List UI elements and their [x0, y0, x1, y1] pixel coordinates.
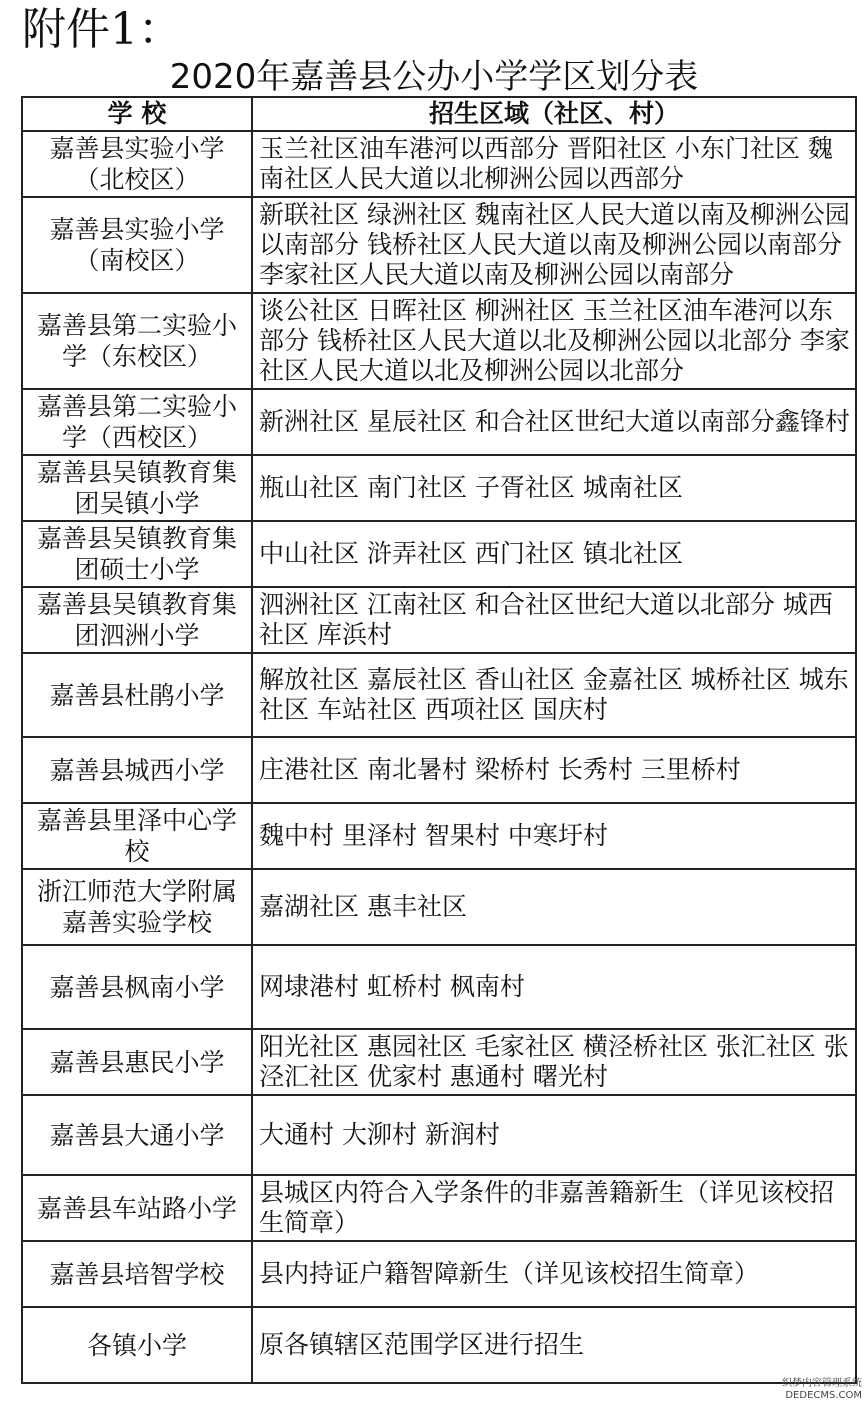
school-cell: 嘉善县吴镇教育集团吴镇小学: [22, 455, 252, 521]
table-row: [22, 293, 856, 389]
region-cell: 魏中村 里泽村 智果村 中寒圩村: [252, 803, 856, 869]
region-cell: 庄港社区 南北暑村 梁桥村 长秀村 三里桥村: [252, 737, 856, 803]
region-cell: 谈公社区 日晖社区 柳洲社区 玉兰社区油车港河以东部分 钱桥社区人民大道以北及柳洲公园以北部分 李家社区人民大道以北及柳洲公园以北部分: [252, 293, 856, 389]
region-cell: 解放社区 嘉辰社区 香山社区 金嘉社区 城桥社区 城东社区 车站社区 西项社区 国庆村: [252, 653, 856, 737]
table-row: [22, 389, 856, 455]
region-cell: 大通村 大泖村 新润村: [252, 1095, 856, 1175]
school-cell: 嘉善县实验小学（南校区）: [22, 197, 252, 293]
school-cell: 浙江师范大学附属嘉善实验学校: [22, 869, 252, 945]
table-row: [22, 455, 856, 521]
school-cell: 嘉善县第二实验小学（东校区）: [22, 293, 252, 389]
watermark-line2: DEDECMS.COM: [785, 1390, 862, 1401]
school-cell: 嘉善县惠民小学: [22, 1029, 252, 1095]
header-region: 招生区域（社区、村）: [252, 97, 856, 131]
school-cell: 嘉善县枫南小学: [22, 945, 252, 1029]
region-cell: 玉兰社区油车港河以西部分 晋阳社区 小东门社区 魏南社区人民大道以北柳洲公园以西部分: [252, 131, 856, 197]
table-row: [22, 521, 856, 587]
region-cell: 嘉湖社区 惠丰社区: [252, 869, 856, 945]
table-row: [22, 1307, 856, 1383]
table-row: [22, 1095, 856, 1175]
watermark-line1: 织梦内容管理系统: [782, 1378, 862, 1389]
table-row: [22, 653, 856, 737]
school-cell: 嘉善县培智学校: [22, 1241, 252, 1307]
watermark: [782, 1378, 862, 1402]
region-cell: 新联社区 绿洲社区 魏南社区人民大道以南及柳洲公园以南部分 钱桥社区人民大道以南及柳洲公园以南部分 李家社区人民大道以南及柳洲公园以南部分: [252, 197, 856, 293]
table-row: [22, 1029, 856, 1095]
table-row: [22, 945, 856, 1029]
district-table: [21, 96, 857, 1384]
header-school: 学 校: [22, 97, 252, 131]
region-cell: 中山社区 浒弄社区 西门社区 镇北社区: [252, 521, 856, 587]
school-cell: 嘉善县里泽中心学校: [22, 803, 252, 869]
school-cell: 嘉善县大通小学: [22, 1095, 252, 1175]
school-cell: 嘉善县第二实验小学（西校区）: [22, 389, 252, 455]
table-row: [22, 1241, 856, 1307]
table-row: [22, 587, 856, 653]
table-row: [22, 197, 856, 293]
school-cell: 嘉善县城西小学: [22, 737, 252, 803]
table-row: [22, 869, 856, 945]
region-cell: 阳光社区 惠园社区 毛家社区 横泾桥社区 张汇社区 张泾汇社区 优家村 惠通村 曙光村: [252, 1029, 856, 1095]
table-row: [22, 1175, 856, 1241]
school-cell: 嘉善县车站路小学: [22, 1175, 252, 1241]
region-cell: 新洲社区 星辰社区 和合社区世纪大道以南部分鑫锋村: [252, 389, 856, 455]
school-cell: 嘉善县吴镇教育集团硕士小学: [22, 521, 252, 587]
region-cell: 网埭港村 虹桥村 枫南村: [252, 945, 856, 1029]
region-cell: 县城区内符合入学条件的非嘉善籍新生（详见该校招生简章）: [252, 1175, 856, 1241]
page-title: 2020年嘉善县公办小学学区划分表: [169, 57, 699, 97]
table-row: [22, 131, 856, 197]
region-cell: 县内持证户籍智障新生（详见该校招生简章）: [252, 1241, 856, 1307]
attachment-label: 附件1：: [22, 4, 182, 55]
header-row: [22, 97, 856, 131]
region-cell: 泗洲社区 江南社区 和合社区世纪大道以北部分 城西社区 库浜村: [252, 587, 856, 653]
school-cell: 嘉善县吴镇教育集团泗洲小学: [22, 587, 252, 653]
region-cell: 瓶山社区 南门社区 子胥社区 城南社区: [252, 455, 856, 521]
table-row: [22, 737, 856, 803]
school-cell: 嘉善县杜鹃小学: [22, 653, 252, 737]
table-row: [22, 803, 856, 869]
school-cell: 嘉善县实验小学（北校区）: [22, 131, 252, 197]
school-cell: 各镇小学: [22, 1307, 252, 1383]
region-cell: 原各镇辖区范围学区进行招生: [252, 1307, 856, 1383]
